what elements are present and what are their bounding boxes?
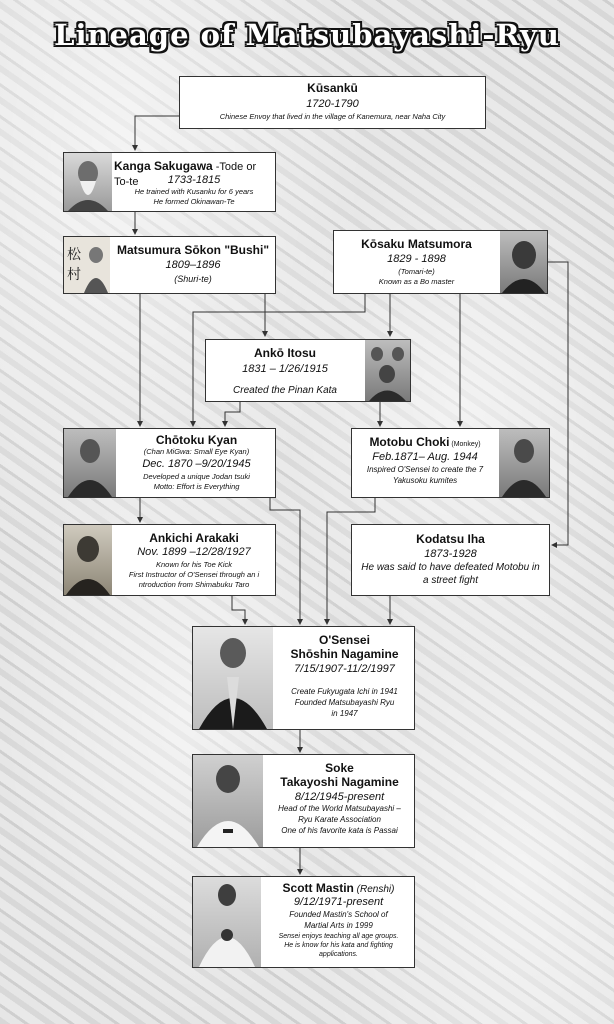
node-motobu [351,428,550,498]
node-description: Chinese Envoy that lived in the village of Kanemura, near Naha City [219,112,446,121]
portrait-photo [64,153,112,211]
node-description: Inspired O'Sensei to create the 7 [366,465,484,474]
node-description: He trained with Kusanku for 6 years [134,187,254,196]
node-description: Sensei enjoys teaching all age groups. [278,933,399,940]
node-dates: 1733-1815 [167,174,221,186]
node-description: Head of the World Matsubayashi – [278,804,401,813]
portrait-photo [500,231,547,293]
node-description: Known as a Bo master [378,277,455,286]
node-description: Motto: Effort is Everything [153,482,240,491]
portrait-photo [193,877,261,967]
node-kusanku [179,76,486,129]
node-name: Matsumura Sōkon "Bushi" [116,243,270,257]
node-dates: 1873-1928 [424,548,477,560]
node-description: He is know for his kata and fighting [284,942,393,949]
node-description: Created the Pinan Kata [233,385,337,396]
node-description: Known for his Toe Kick [155,560,232,569]
node-description: applications. [319,951,358,958]
node-dates: 1809–1896 [165,259,221,271]
node-rank: (Renshi) [353,884,395,895]
line-kusanku-sakugawa [135,116,180,150]
portrait-photo [365,340,410,401]
node-matsumura [63,236,276,294]
calligraphy-char-2: 村 [67,267,81,283]
node-description: He was said to have defeated Motobu in [361,562,540,573]
node-arakaki [63,524,276,596]
node-description: in 1947 [331,709,358,718]
portrait-photo [499,429,549,497]
node-dates: Nov. 1899 –12/28/1927 [137,546,251,558]
node-description: Yakusoku kumites [392,476,458,485]
node-name: Kōsaku Matsumora [361,237,472,251]
node-name: Ankō Itosu [254,346,316,360]
node-description: First Instructor of O'Sensei through an i [128,570,260,579]
node-description: He formed Okinawan-Te [153,197,235,206]
node-name-suffix: -Tode or To-te [114,161,257,188]
node-name: Chōtoku Kyan [155,433,238,447]
node-description: One of his favorite kata is Passai [281,826,398,835]
node-description: Founded Mastin's School of [289,910,388,919]
node-description: (Shuri-te) [174,274,212,284]
node-description: a street fight [422,575,479,586]
node-iha [351,524,550,596]
node-description: ntroduction from Shimabuku Taro [138,580,250,589]
calligraphy-char-1: 松 [67,247,81,263]
node-soke [192,754,415,848]
node-osensei [192,626,415,730]
line-itosu-kyan [225,402,240,426]
node-name: Ankichi Arakaki [149,531,239,545]
node-kosaku [333,230,548,294]
portrait-photo [193,755,263,847]
node-description: Founded Matsubayashi Ryu [294,698,395,707]
node-nickname: (Chan MiGwa: Small Eye Kyan) [143,447,250,456]
node-itosu [205,339,411,402]
node-name: Motobu Choki [369,435,450,449]
portrait-photo [193,627,273,729]
node-name: Takayoshi Nagamine [280,775,399,789]
portrait-photo [64,525,112,595]
node-description: Create Fukyugata Ichi in 1941 [291,687,398,696]
node-kyan [63,428,276,498]
node-dates: Feb.1871– Aug. 1944 [372,451,478,463]
node-name: Kodatsu Iha [416,532,485,546]
node-dates: 8/12/1945-present [294,791,385,803]
node-nickname: (Monkey) [449,441,481,448]
node-dates: Dec. 1870 –9/20/1945 [142,458,251,470]
line-arakaki-osensei [232,596,245,624]
portrait-photo [64,429,116,497]
node-dates: 1829 - 1898 [387,253,446,265]
page-title: Lineage of Matsubayashi-Ryu [54,18,560,52]
node-name: Shōshin Nagamine [290,647,399,661]
node-dates: 1720-1790 [306,98,359,110]
node-dates: 7/15/1907-11/2/1997 [294,663,395,675]
node-description: (Tomari-te) [398,267,435,276]
node-dates: 1831 – 1/26/1915 [242,363,328,375]
node-description: Ryu Karate Association [298,815,381,824]
node-description: Martial Arts in 1999 [304,921,373,930]
node-mastin [192,876,415,968]
node-name: Scott Mastin [282,881,354,895]
node-title: O'Sensei [319,633,370,647]
node-title: Soke [325,761,354,775]
portrait-photo [64,237,110,293]
node-name: Kanga Sakugawa [114,159,213,173]
line-kosaku-iha [548,262,568,545]
node-dates: 9/12/1971-present [293,896,384,908]
node-sakugawa [63,152,276,212]
node-description: Developed a unique Jodan tsuki [143,472,250,481]
node-name: Kūsankū [307,81,358,95]
